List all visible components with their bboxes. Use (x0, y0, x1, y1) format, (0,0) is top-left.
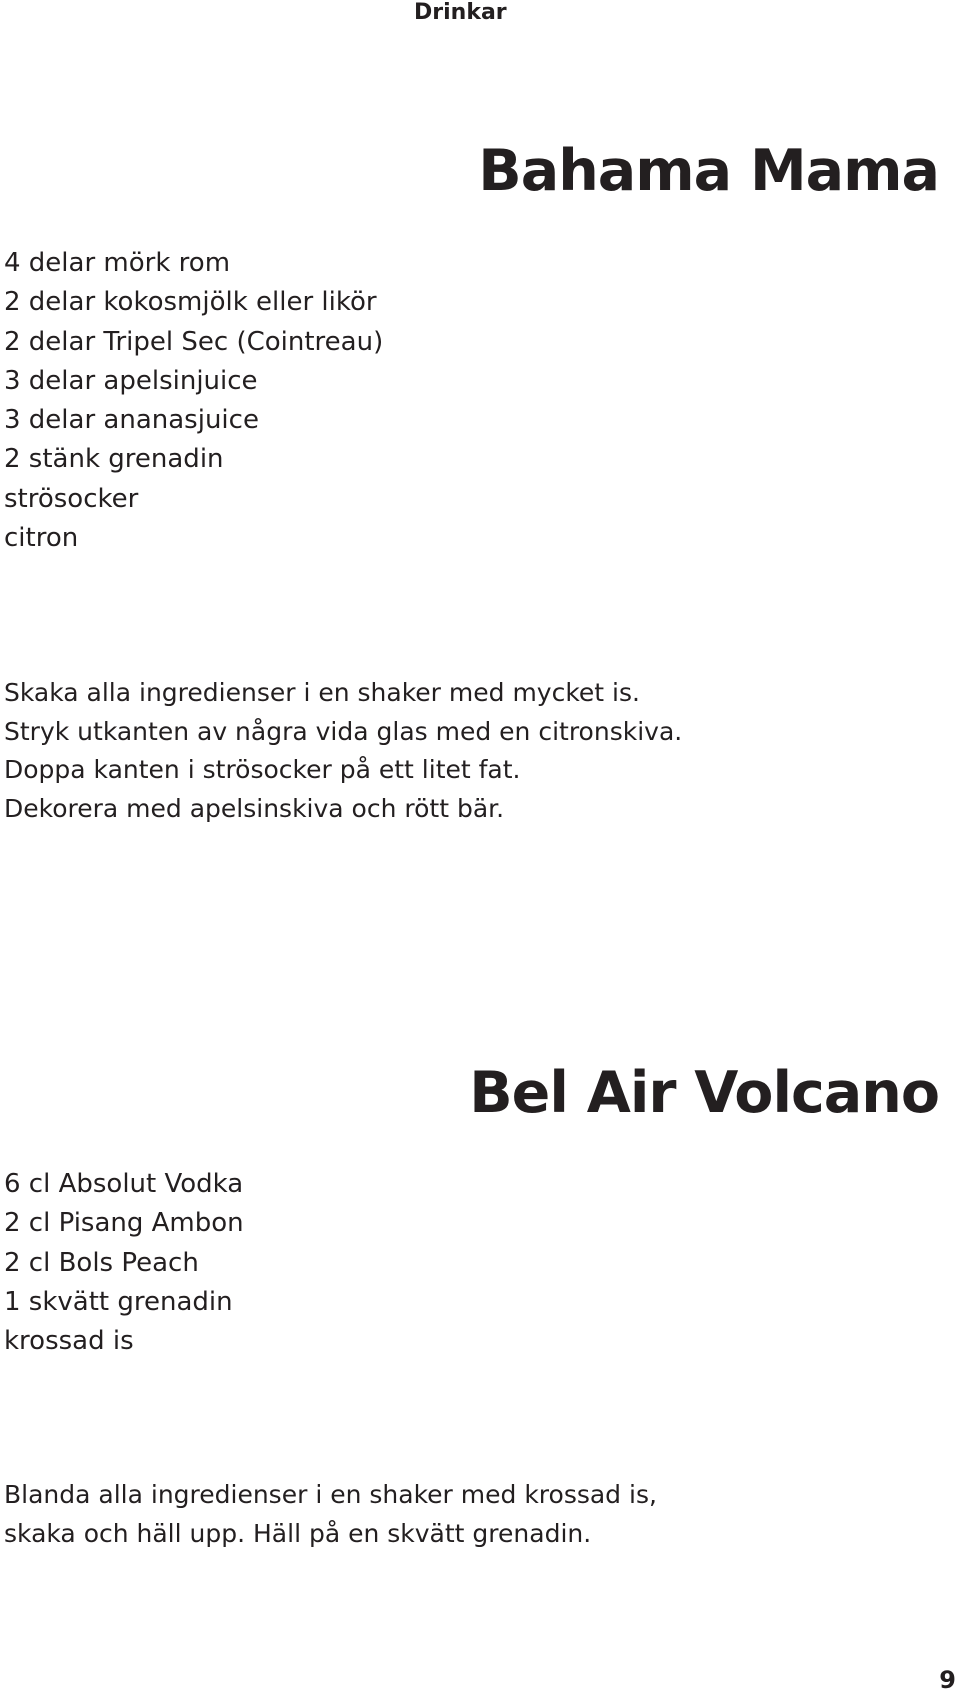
section-header: Drinkar (414, 0, 507, 25)
recipe-title-bel-air-volcano: Bel Air Volcano (469, 1060, 939, 1127)
instruction-line: skaka och häll upp. Häll på en skvätt grenadin. (4, 1518, 592, 1548)
recipe-title-bahama-mama: Bahama Mama (478, 138, 939, 205)
ingredient-item: 4 delar mörk rom (4, 248, 231, 278)
ingredient-list-bahama-mama (4, 244, 383, 558)
ingredient-item: citron (4, 523, 79, 554)
ingredient-item: 2 stänk grenadin (4, 444, 224, 475)
ingredient-item: 6 cl Absolut Vodka (4, 1169, 244, 1199)
page-number: 9 (939, 1666, 956, 1694)
ingredient-item: 3 delar apelsinjuice (4, 365, 258, 396)
instructions-bel-air-volcano (4, 1476, 657, 1553)
ingredient-item: 1 skvätt grenadin (4, 1286, 233, 1317)
ingredient-list-bel-air-volcano (4, 1165, 244, 1361)
instruction-line: Doppa kanten i strösocker på ett litet fat. (4, 755, 521, 784)
ingredient-item: 2 cl Bols Peach (4, 1247, 199, 1278)
ingredient-item: krossad is (4, 1326, 134, 1357)
instruction-line: Stryk utkanten av några vida glas med en citronskiva. (4, 716, 683, 746)
ingredient-item: strösocker (4, 483, 139, 514)
instruction-line: Skaka alla ingredienser i en shaker med mycket is. (4, 678, 640, 707)
ingredient-item: 2 delar Tripel Sec (Cointreau) (4, 326, 384, 357)
instructions-bahama-mama (4, 674, 682, 828)
ingredient-item: 2 delar kokosmjölk eller likör (4, 287, 377, 318)
ingredient-item: 2 cl Pisang Ambon (4, 1208, 244, 1239)
instruction-line: Dekorera med apelsinskiva och rött bär. (4, 793, 505, 823)
instruction-line: Blanda alla ingredienser i en shaker med krossad is, (4, 1480, 657, 1509)
ingredient-item: 3 delar ananasjuice (4, 405, 259, 436)
